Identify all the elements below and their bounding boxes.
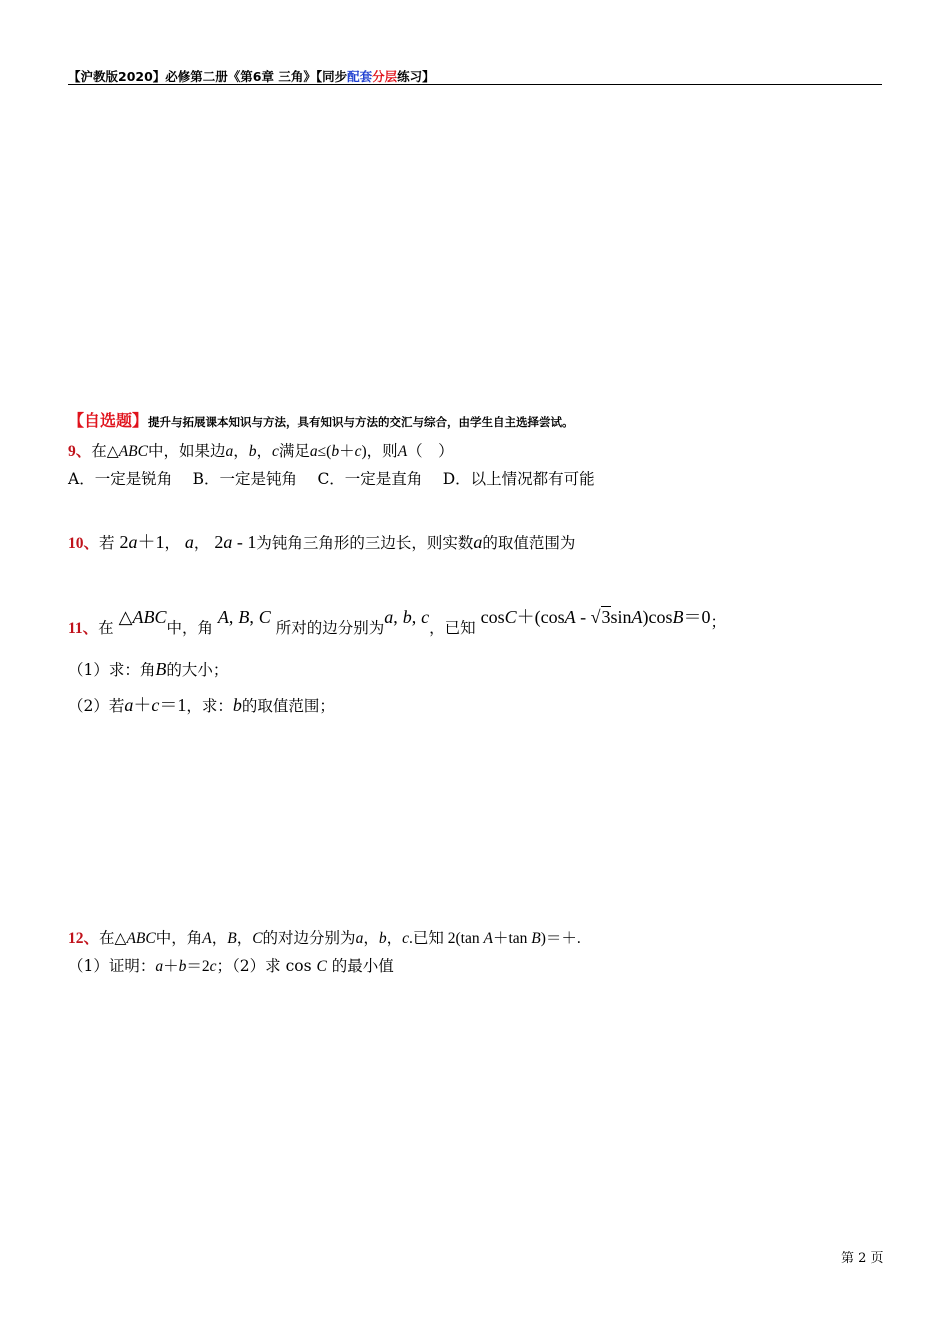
- question-sep: 、: [83, 535, 100, 552]
- q9-ineq-plus: ＋: [339, 442, 355, 460]
- q12-sub-text: （1）证明：: [68, 957, 156, 975]
- q9-var-c: c: [272, 443, 279, 460]
- q11-formula: sin: [610, 607, 632, 627]
- q12-sub-var: C: [316, 958, 327, 975]
- q12-formula: ＋tan: [492, 930, 532, 947]
- q11-side-c: c: [421, 607, 430, 627]
- q11-text: ；: [710, 613, 727, 631]
- q12-sub-text: ＝2: [186, 958, 210, 975]
- q12-text: ，: [363, 929, 379, 947]
- q11-formula: C: [504, 607, 517, 627]
- q9-text: ，: [256, 442, 273, 460]
- q11-angle-C: C: [258, 607, 271, 627]
- q12-sub-var: b: [178, 958, 187, 975]
- q11-sub1-text: 的大小；: [166, 661, 229, 679]
- q10-expr: a: [128, 532, 138, 552]
- q11-text: 中，角: [166, 619, 213, 637]
- q11-text: ，已知: [429, 619, 476, 637]
- q9-ineq-a: a: [309, 443, 318, 460]
- q11-angle-B: B: [238, 607, 250, 627]
- q12-subs: [68, 954, 394, 976]
- q11-sub1-var: B: [155, 659, 167, 679]
- q11-formula: )cos: [642, 607, 673, 627]
- q9-var-b: b: [248, 443, 257, 460]
- q12-sub-var: c: [209, 958, 217, 975]
- question-10: [68, 528, 575, 554]
- header-title-end: 练习】: [397, 69, 435, 84]
- question-sep: 、: [82, 620, 99, 637]
- q12-formula: B: [531, 930, 541, 947]
- sqrt-icon: √: [590, 607, 601, 627]
- q11-formula: A: [564, 607, 576, 627]
- q9-text: ，: [233, 442, 249, 460]
- q11-formula: ＝0: [683, 607, 711, 627]
- q11-sub1: [68, 658, 228, 680]
- q10-text: 为钝角三角形的三边长，则实数: [256, 534, 474, 552]
- q12-formula: A: [483, 930, 493, 947]
- q11-sub2-text: 的取值范围；: [241, 697, 335, 715]
- q12-sub-text: 的最小值: [326, 957, 394, 975]
- section-tag: 【自选题】: [68, 411, 149, 430]
- q11-side-b: b: [402, 607, 412, 627]
- q11-sep: ,: [249, 607, 254, 627]
- section-description: 提升与拓展课本知识与方法，具有知识与方法的交汇与综合，由学生自主选择尝试。: [148, 415, 574, 429]
- q11-sep: ,: [228, 607, 234, 627]
- q11-formula: -: [575, 607, 591, 627]
- question-11: [68, 603, 727, 637]
- q9-text: ，则: [366, 442, 398, 460]
- q9-text: 在△: [91, 442, 119, 460]
- q11-angle-A: A: [217, 607, 229, 627]
- header-highlight-red: 分层: [372, 69, 398, 84]
- q11-formula: A: [631, 607, 643, 627]
- q11-formula-radicand: 3: [601, 607, 611, 627]
- q9-options: A．一定是锐角 B．一定是钝角 C．一定是直角 D．以上情况都有可能: [68, 470, 595, 488]
- question-number: 11: [68, 620, 83, 637]
- q11-sub2-expr: c: [151, 695, 160, 715]
- q11-triangle-label: ABC: [132, 607, 167, 627]
- q12-var: c: [402, 930, 409, 947]
- q9-var-A: A: [397, 443, 408, 460]
- q9-ineq-close: ): [361, 443, 367, 460]
- q11-sub2-expr: a: [124, 695, 134, 715]
- section-heading: [68, 408, 574, 431]
- q12-var: C: [252, 930, 263, 947]
- q11-text: 在: [98, 619, 114, 637]
- q11-sub1-text: （1）求：角: [68, 661, 156, 679]
- q12-formula: .已知 2(tan: [408, 930, 484, 947]
- q10-expr: 2: [214, 532, 224, 552]
- q12-sub-text: ；（2）求 cos: [216, 957, 317, 975]
- q9-text: 满足: [278, 442, 310, 460]
- q12-sub-var: a: [155, 958, 164, 975]
- question-number: 12: [68, 930, 84, 947]
- q9-var-a: a: [225, 443, 234, 460]
- q12-text: ，: [211, 929, 228, 947]
- q12-var: A: [202, 930, 212, 947]
- q12-formula: )＝＋.: [540, 930, 581, 947]
- q12-text: 中，角: [155, 929, 203, 947]
- q9-ineq-c: c: [354, 443, 362, 460]
- q9-ineq-le: ≤(: [317, 443, 332, 460]
- q12-triangle-label: ABC: [126, 930, 156, 947]
- q12-text: ，: [236, 929, 253, 947]
- q11-sub2: [68, 691, 335, 717]
- question-9: [68, 439, 454, 461]
- q10-text: 的取值范围为: [482, 534, 576, 552]
- q10-expr: a: [184, 532, 194, 552]
- q11-formula: B: [672, 607, 684, 627]
- q11-sub2-text: ，求：: [186, 697, 233, 715]
- q10-expr: a: [223, 532, 233, 552]
- q11-sep: ,: [393, 607, 398, 627]
- q9-ineq-b: b: [331, 443, 340, 460]
- q11-formula: ＋(cos: [516, 607, 565, 627]
- q9-answer-blank: （ ）: [407, 442, 454, 460]
- q11-sep: ,: [411, 607, 417, 627]
- page-number: 第 2 页: [841, 1251, 884, 1266]
- q12-sub-text: ＋: [163, 957, 179, 975]
- q12-var: b: [378, 930, 387, 947]
- q9-triangle-label: ABC: [118, 443, 148, 460]
- question-12: [68, 926, 581, 948]
- q10-var: a: [473, 532, 483, 552]
- q11-sub2-var: b: [232, 695, 242, 715]
- question-sep: 、: [83, 930, 100, 947]
- q11-side-a: a: [384, 607, 394, 627]
- header-highlight-blue: 配套: [347, 69, 373, 84]
- header-title: 【沪教版2020】必修第二册《第6章 三角》【同步: [68, 69, 348, 84]
- q12-text: 的对边分别为: [262, 929, 356, 947]
- q11-triangle: △: [118, 607, 133, 627]
- q10-expr: - 1: [232, 532, 257, 552]
- q12-text: ，: [386, 929, 403, 947]
- q11-formula: cos: [480, 607, 505, 627]
- question-number: 9: [68, 443, 76, 460]
- question-sep: 、: [75, 443, 92, 460]
- q10-expr: ＋1: [137, 532, 165, 552]
- q10-text: ，: [164, 534, 180, 552]
- q12-var: B: [227, 930, 237, 947]
- q9-text: 中，如果边: [147, 442, 226, 460]
- q11-sub2-expr: ＝1: [159, 695, 187, 715]
- q12-var: a: [355, 930, 364, 947]
- q10-text: 若: [99, 534, 115, 552]
- question-number: 10: [68, 535, 84, 552]
- header-rule: [68, 84, 882, 85]
- q12-text: 在△: [99, 929, 127, 947]
- document-header: [68, 67, 435, 85]
- q11-sub2-text: （2）若: [68, 697, 125, 715]
- q10-text: ，: [193, 534, 210, 552]
- q11-text: 所对的边分别为: [275, 619, 385, 637]
- q11-sub2-expr: ＋: [133, 695, 152, 715]
- q10-expr: 2: [119, 532, 129, 552]
